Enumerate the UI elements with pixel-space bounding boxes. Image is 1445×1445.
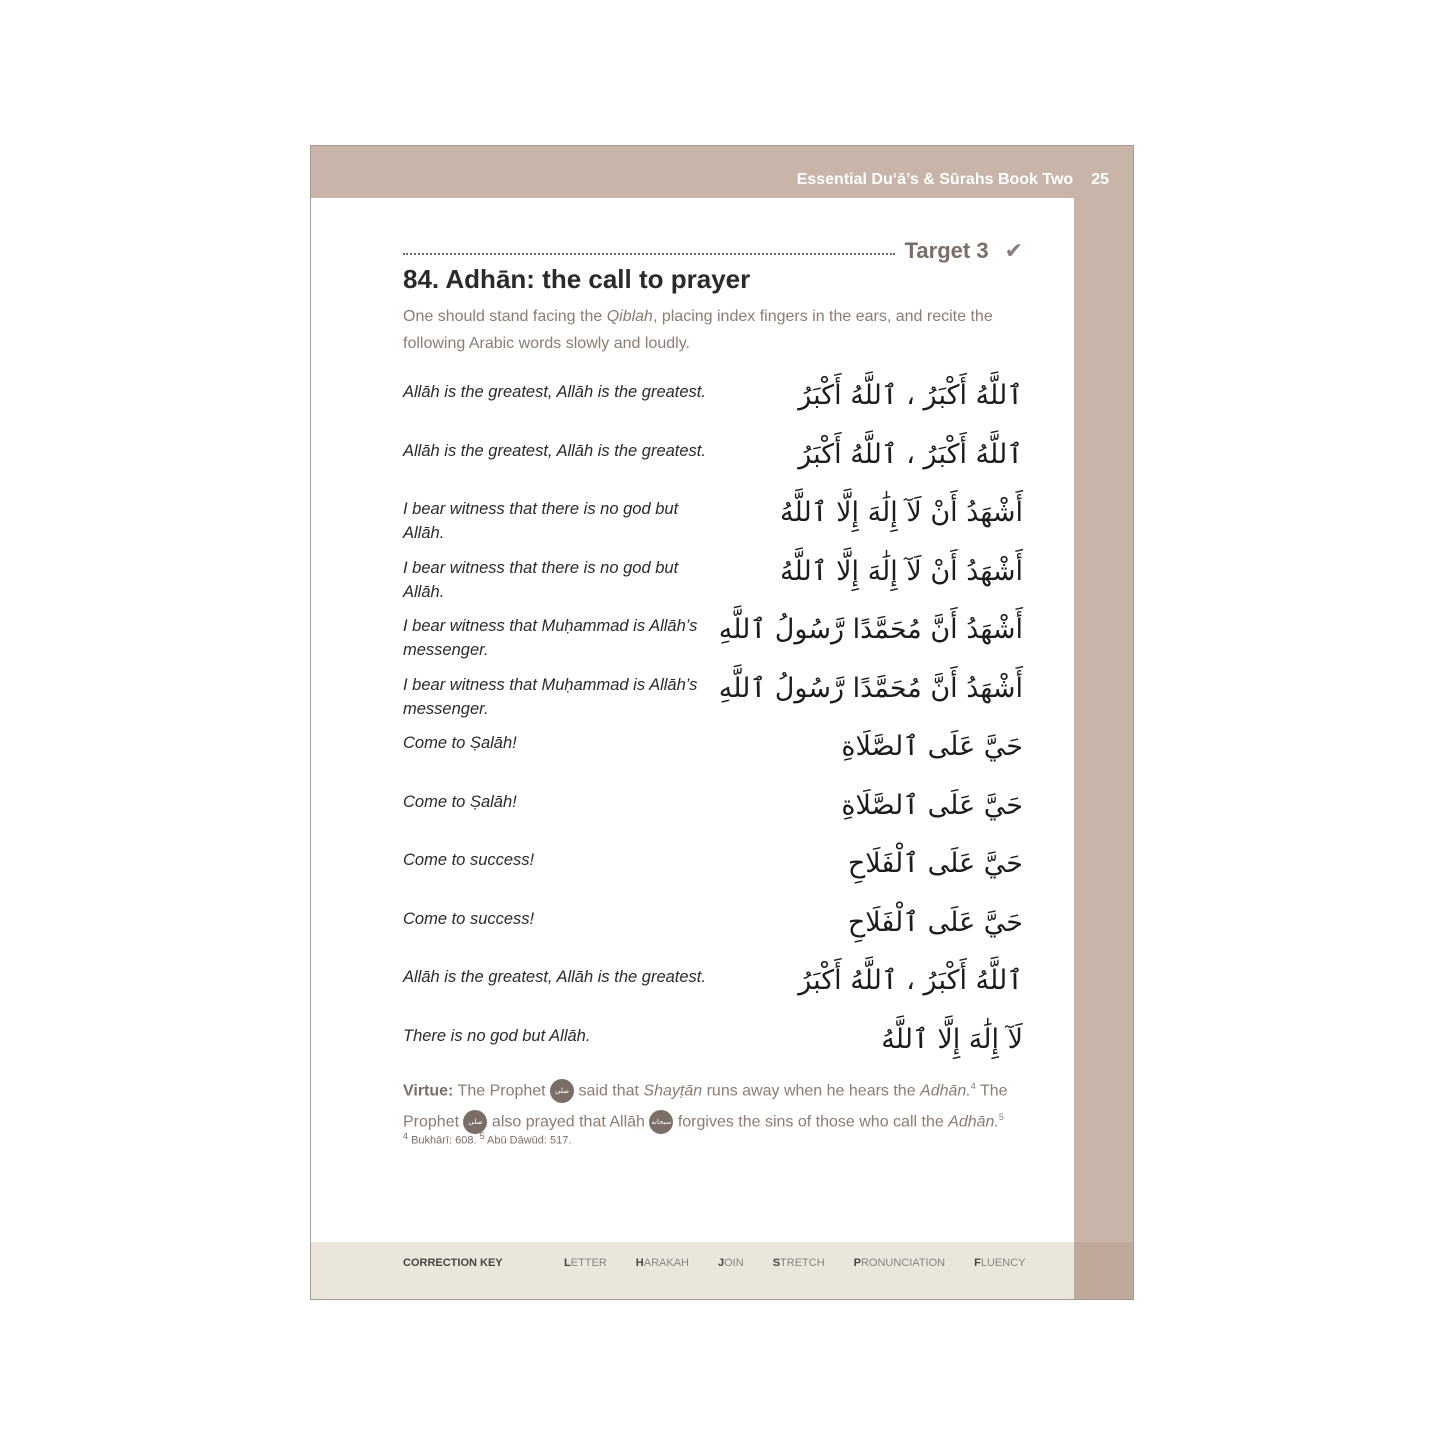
correction-keys <box>564 1257 1025 1269</box>
dotted-leader <box>403 253 895 255</box>
lesson-intro <box>403 303 1023 357</box>
english-translation: Come to Ṣalāh! <box>403 734 517 752</box>
correction-key-heading: CORRECTION KEY <box>403 1257 503 1269</box>
correction-key-join <box>718 1257 744 1269</box>
english-translation: I bear witness that there is no god but Allāh. <box>403 500 679 542</box>
english-translation: Allāh is the greatest, Allāh is the greatest. <box>403 441 706 460</box>
honorific-icon: صلى <box>463 1110 487 1134</box>
key-initial: S <box>772 1257 781 1269</box>
key-rest: ARAKAH <box>643 1257 689 1269</box>
key-rest: OIN <box>724 1257 744 1269</box>
correction-key-harakah <box>636 1257 689 1269</box>
english-translation: Come to success! <box>403 909 535 928</box>
honorific-icon: صلى <box>550 1079 574 1103</box>
arabic-text: أَشْهَدُ أَنْ لَآ إِلَٰهَ إِلَّا ٱللَّهُ <box>780 555 1023 587</box>
adhan-row <box>403 374 1023 433</box>
fn-num: 4 <box>403 1131 409 1141</box>
fn-num: 5 <box>479 1131 485 1141</box>
intro-text: One should stand facing the <box>403 308 607 325</box>
english-translation: I bear witness that there is no god but Allāh. <box>403 558 679 601</box>
page-number: 25 <box>1091 171 1109 188</box>
adhan-row <box>403 433 1023 492</box>
arabic-text: ٱللَّهُ أَكْبَرُ ، ٱللَّهُ أَكْبَرُ <box>798 438 1023 470</box>
correction-key-pronunciation <box>854 1257 945 1269</box>
text: also prayed that Allāh <box>487 1113 650 1131</box>
text: forgives the sins of those who call the <box>673 1113 949 1131</box>
intro-text: , placing index fingers in the ears, and recite the following Arabic words slowly and loudly. <box>403 308 993 352</box>
adhan-row <box>403 1018 1023 1077</box>
correction-key-bar <box>311 1242 1076 1300</box>
arabic-text: حَيَّ عَلَى ٱلْفَلَاحِ <box>847 906 1023 938</box>
english-translation: Allāh is the greatest, Allāh is the greatest. <box>403 383 706 401</box>
arabic-text: ٱللَّهُ أَكْبَرُ ، ٱللَّهُ أَكْبَرُ <box>798 380 1023 411</box>
virtue-label: Virtue: <box>403 1082 454 1100</box>
adhan-row <box>403 784 1023 843</box>
adhan-rows <box>403 374 1023 1076</box>
arabic-text: حَيَّ عَلَى ٱلصَّلَاةِ <box>841 789 1023 821</box>
key-initial: H <box>635 1257 644 1269</box>
key-rest: LUENCY <box>980 1257 1026 1269</box>
english-translation: Come to Ṣalāh! <box>403 792 517 811</box>
adhan-row <box>403 608 1023 667</box>
key-initial: L <box>564 1257 571 1269</box>
book-title: Essential Du‘ā’s & Sūrahs Book Two <box>796 171 1074 188</box>
text: Adhān. <box>948 1113 999 1131</box>
adhan-row <box>403 842 1023 901</box>
arabic-text: أَشْهَدُ أَنَّ مُحَمَّدًا رَّسُولُ ٱللَّهِ <box>718 672 1023 704</box>
footnotes <box>403 1131 571 1147</box>
arabic-text: ٱللَّهُ أَكْبَرُ ، ٱللَّهُ أَكْبَرُ <box>798 965 1023 996</box>
virtue-paragraph <box>403 1073 1033 1136</box>
checkmark-icon: ✔ <box>1004 238 1023 263</box>
adhan-row <box>403 491 1023 550</box>
english-translation: I bear witness that Muḥammad is Allāh’s messenger. <box>403 617 698 659</box>
arabic-text: حَيَّ عَلَى ٱلصَّلَاةِ <box>841 731 1023 762</box>
key-initial: F <box>974 1257 981 1269</box>
key-rest: RONUNCIATION <box>860 1257 946 1269</box>
adhan-row <box>403 667 1023 726</box>
text: said that <box>574 1082 644 1100</box>
english-translation: Come to success! <box>403 851 535 869</box>
arabic-text: حَيَّ عَلَى ٱلْفَلَاحِ <box>847 848 1023 879</box>
key-rest: TRETCH <box>780 1257 825 1269</box>
footer-side-band <box>1074 1242 1133 1300</box>
text: Shayṭān <box>643 1082 703 1100</box>
book-page <box>310 145 1134 1300</box>
fn-text: Bukhārī: 608. <box>408 1134 480 1147</box>
key-initial: P <box>853 1257 861 1269</box>
adhan-row <box>403 901 1023 960</box>
intro-qiblah: Qiblah <box>606 308 653 325</box>
english-translation: Allāh is the greatest, Allāh is the greatest. <box>403 968 706 986</box>
text: Adhān. <box>920 1082 971 1100</box>
correction-key-letter <box>564 1257 607 1269</box>
english-translation: There is no god but Allāh. <box>403 1026 591 1045</box>
adhan-row <box>403 959 1023 1018</box>
honorific-icon: سبحانه <box>649 1110 673 1134</box>
fn-text: Abū Dāwūd: 517. <box>484 1134 572 1147</box>
arabic-text: أَشْهَدُ أَنْ لَآ إِلَٰهَ إِلَّا ٱللَّهُ <box>780 497 1023 528</box>
text: The Prophet <box>403 1082 1008 1131</box>
arabic-text: لَآ إِلَٰهَ إِلَّا ٱللَّهُ <box>881 1023 1023 1055</box>
footnote-ref: 5 <box>998 1112 1004 1123</box>
key-rest: ETTER <box>570 1257 607 1269</box>
adhan-row <box>403 725 1023 784</box>
text: runs away when he hears the <box>702 1082 921 1100</box>
target-label: Target 3 <box>904 238 989 263</box>
correction-key-stretch <box>773 1257 825 1269</box>
side-band <box>1074 146 1133 1299</box>
key-initial: J <box>718 1257 725 1269</box>
target-line <box>403 238 1023 264</box>
lesson-title: 84. Adhān: the call to prayer <box>403 264 751 294</box>
text: The Prophet <box>453 1082 551 1100</box>
footnote-ref: 4 <box>970 1081 976 1091</box>
adhan-row <box>403 550 1023 609</box>
running-header <box>797 171 1109 189</box>
english-translation: I bear witness that Muḥammad is Allāh’s messenger. <box>403 675 698 718</box>
arabic-text: أَشْهَدُ أَنَّ مُحَمَّدًا رَّسُولُ ٱللَّهِ <box>718 614 1023 645</box>
correction-key-fluency <box>974 1257 1025 1269</box>
